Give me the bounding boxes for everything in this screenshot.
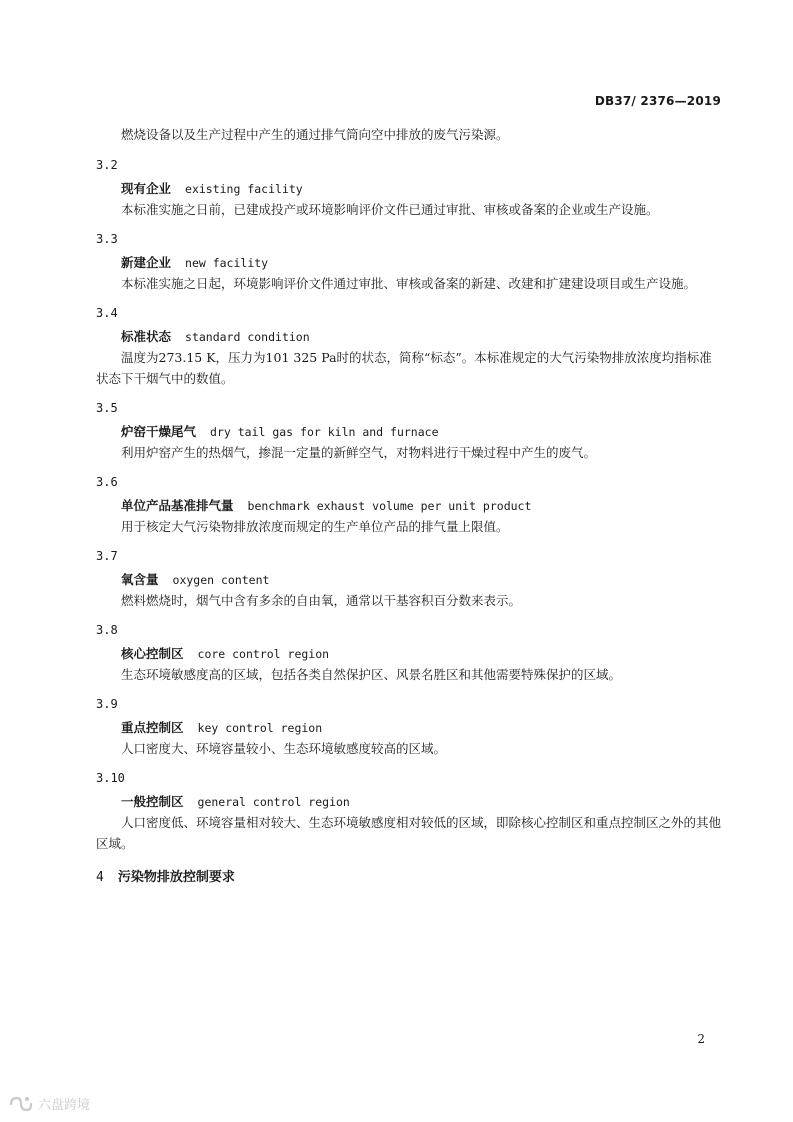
term-line [96, 792, 721, 812]
term-definition: 人口密度大、环境容量较小、生态环境敏感度较高的区域。 [121, 741, 447, 756]
term-chinese: 现有企业 [121, 181, 172, 196]
clause-3-10 [96, 768, 721, 854]
term-english: core control region [197, 647, 330, 661]
term-definition: 本标准实施之日前，已建成投产或环境影响评价文件已通过审批、审核或备案的企业或生产设施。 [121, 202, 659, 217]
term-chinese: 核心控制区 [121, 646, 184, 661]
clause-number: 3.9 [96, 697, 118, 711]
clause-number: 3.10 [96, 771, 125, 785]
term-line [96, 422, 721, 442]
clause-number: 3.4 [96, 306, 118, 320]
clause-3-3 [96, 229, 721, 294]
term-english: standard condition [185, 330, 310, 344]
clause-3-6 [96, 472, 721, 537]
term-definition: 用于核定大气污染物排放浓度而规定的生产单位产品的排气量上限值。 [121, 519, 509, 534]
section-heading [96, 868, 721, 888]
term-definition: 生态环境敏感度高的区域，包括各类自然保护区、风景名胜区和其他需要特殊保护的区域。 [121, 667, 622, 682]
term-english: existing facility [185, 182, 303, 196]
clause-3-7 [96, 546, 721, 611]
term-chinese: 氧含量 [121, 572, 159, 587]
term-line [96, 570, 721, 590]
clause-3-4 [96, 303, 721, 389]
clause-3-2 [96, 155, 721, 220]
watermark-logo-icon [8, 1095, 34, 1113]
term-english: key control region [197, 721, 323, 735]
term-chinese: 新建企业 [121, 255, 172, 270]
term-definition: 本标准实施之日起，环境影响评价文件通过审批、审核或备案的新建、改建和扩建建设项目或生产设施。 [121, 276, 697, 291]
term-chinese: 一般控制区 [121, 794, 184, 809]
intro-paragraph: 燃烧设备以及生产过程中产生的通过排气筒向空中排放的废气污染源。 [121, 127, 509, 142]
page-number: 2 [697, 1032, 705, 1046]
section-number: 4 [96, 870, 104, 885]
term-chinese: 标准状态 [121, 329, 172, 344]
term-english: general control region [197, 795, 350, 809]
watermark [8, 1094, 90, 1113]
term-chinese: 单位产品基准排气量 [121, 498, 234, 513]
clause-number: 3.5 [96, 401, 118, 415]
document-body [96, 124, 721, 888]
term-chinese: 重点控制区 [121, 720, 184, 735]
term-english: oxygen content [172, 573, 270, 587]
term-definition: 人口密度低、环境容量相对较大、生态环境敏感度相对较低的区域，即除核心控制区和重点控制区之外的其他区域。 [96, 815, 722, 851]
watermark-text: 六盘跨境 [38, 1098, 91, 1113]
term-english: dry tail gas for kiln and furnace [210, 425, 439, 439]
clause-number: 3.6 [96, 475, 118, 489]
document-code: DB37/ 2376—2019 [594, 94, 721, 108]
term-line [96, 179, 721, 199]
term-english: benchmark exhaust volume per unit product [247, 499, 532, 513]
section-title: 污染物排放控制要求 [117, 870, 235, 885]
clause-number: 3.2 [96, 158, 118, 172]
term-line [96, 718, 721, 738]
clause-number: 3.3 [96, 232, 118, 246]
clause-number: 3.7 [96, 549, 118, 563]
clause-3-8 [96, 620, 721, 685]
term-definition: 温度为273.15 K，压力为101 325 Pa时的状态，简称“标态”。本标准规定的大气污染物排放浓度均指标准状态下干烟气中的数值。 [96, 350, 712, 386]
term-line [96, 253, 721, 273]
term-definition: 利用炉窑产生的热烟气，掺混一定量的新鲜空气，对物料进行干燥过程中产生的废气。 [121, 445, 597, 460]
term-chinese: 炉窑干燥尾气 [121, 424, 197, 439]
clause-number: 3.8 [96, 623, 118, 637]
clause-3-5 [96, 398, 721, 463]
term-line [96, 327, 721, 347]
clause-3-9 [96, 694, 721, 759]
term-definition: 燃料燃烧时，烟气中含有多余的自由氧，通常以干基容积百分数来表示。 [121, 593, 522, 608]
term-line [96, 496, 721, 516]
term-english: new facility [185, 256, 269, 270]
term-line [96, 644, 721, 664]
